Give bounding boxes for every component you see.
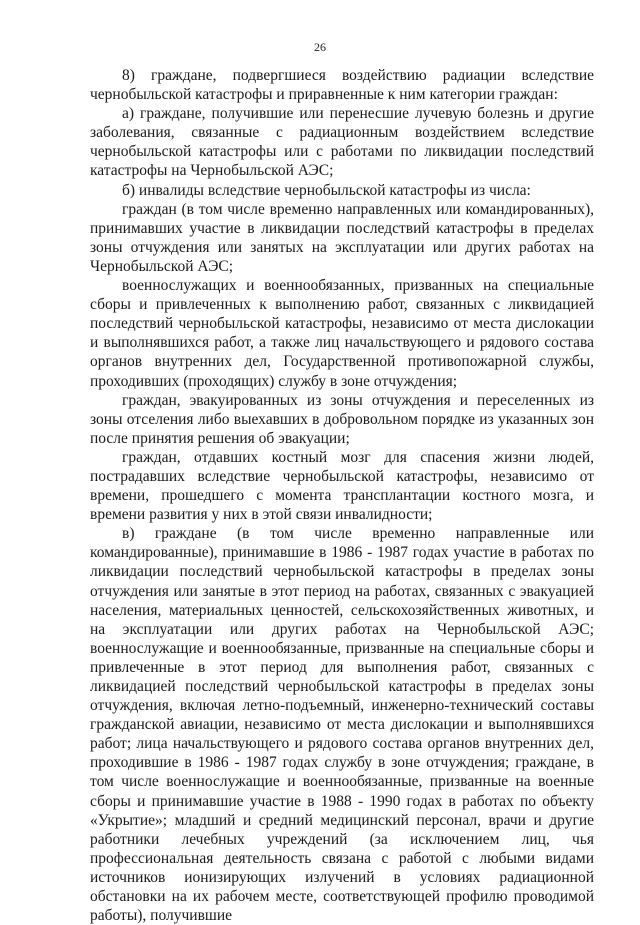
- document-body: [90, 66, 594, 925]
- paragraph-b-citizens: граждан (в том числе временно направленных или командированных), принимавших участие в ликвидации последствий катастрофы в пределах зоны отчуждения или занятых на эксплуатации или других работах на Чернобыльской АЭС;: [90, 200, 594, 275]
- paragraph-subitem-a: а) граждане, получившие или перенесшие лучевую болезнь и другие заболевания, связанные с радиационным воздействием вследствие чернобыльской катастрофы или с работами по ликвидации последствий катастрофы на Чернобыльской АЭС;: [90, 105, 594, 180]
- paragraph-b-evacuated: граждан, эвакуированных из зоны отчуждения и переселенных из зоны отселения либо выехавших в добровольном порядке из указанных зон после принятия решения об эвакуации;: [90, 391, 594, 447]
- paragraph-b-military: военнослужащих и военнообязанных, призванных на специальные сборы и привлеченных к выполнению работ, связанных с ликвидацией последствий чернобыльской катастрофы, независимо от места дислокации и выполнявшихся работ, а также лиц начальствующего и рядового состава органов внутренних дел, Государственной противопожарной службы, проходивших (проходящих) службу в зоне отчуждения;: [90, 277, 594, 390]
- paragraph-subitem-b: б) инвалиды вследствие чернобыльской катастрофы из числа:: [122, 181, 531, 199]
- page-number: 26: [314, 40, 326, 54]
- paragraph-b-bone-marrow-donors: граждан, отдавших костный мозг для спасения жизни людей, пострадавших вследствие чернобыльской катастрофы, независимо от времени, прошедшего с момента трансплантации костного мозга, и времени развития у них в этой связи инвалидности;: [90, 448, 594, 524]
- paragraph-subitem-v: в) граждане (в том числе временно направленные или командированные), принимавшие в 1986 - 1987 годах участие в работах по ликвидации последствий чернобыльской катастрофы в пределах зоны отчуждения или занятые в этот период на работах, связанных с эвакуацией населения, материальных ценностей, сельскохозяйственных животных, и на эксплуатации или других работах на Чернобыльской АЭС; военнослужащие и военнообязанные, призванные на специальные сборы и привлеченные в этот период для выполнения работ, связанных с ликвидацией последствий чернобыльской катастрофы в пределах зоны отчуждения, включая летно-подъемный, инженерно-технический составы гражданской авиации, независимо от места дислокации и выполнявшихся работ; лица начальствующего и рядового состава органов внутренних дел, проходившие в 1986 - 1987 годах службу в зоне отчуждения; граждане, в том числе военнослужащие и военнообязанные, призванные на военные сборы и принимавшие участие в 1988 - 1990 годах в работах по объекту «Укрытие»; младший и средний медицинский персонал, врачи и другие работники лечебных учреждений (за исключением лиц, чья профессиональная деятельность связана с работой с любыми видами источников ионизирующих излучений в условиях радиационной обстановки на их рабочем месте, соответствующей профилю проводимой работы), получившие: [90, 525, 594, 925]
- paragraph-item-8: 8) граждане, подвергшиеся воздействию радиации вследствие чернобыльской катастрофы и приравненные к ним категории граждан:: [90, 67, 594, 104]
